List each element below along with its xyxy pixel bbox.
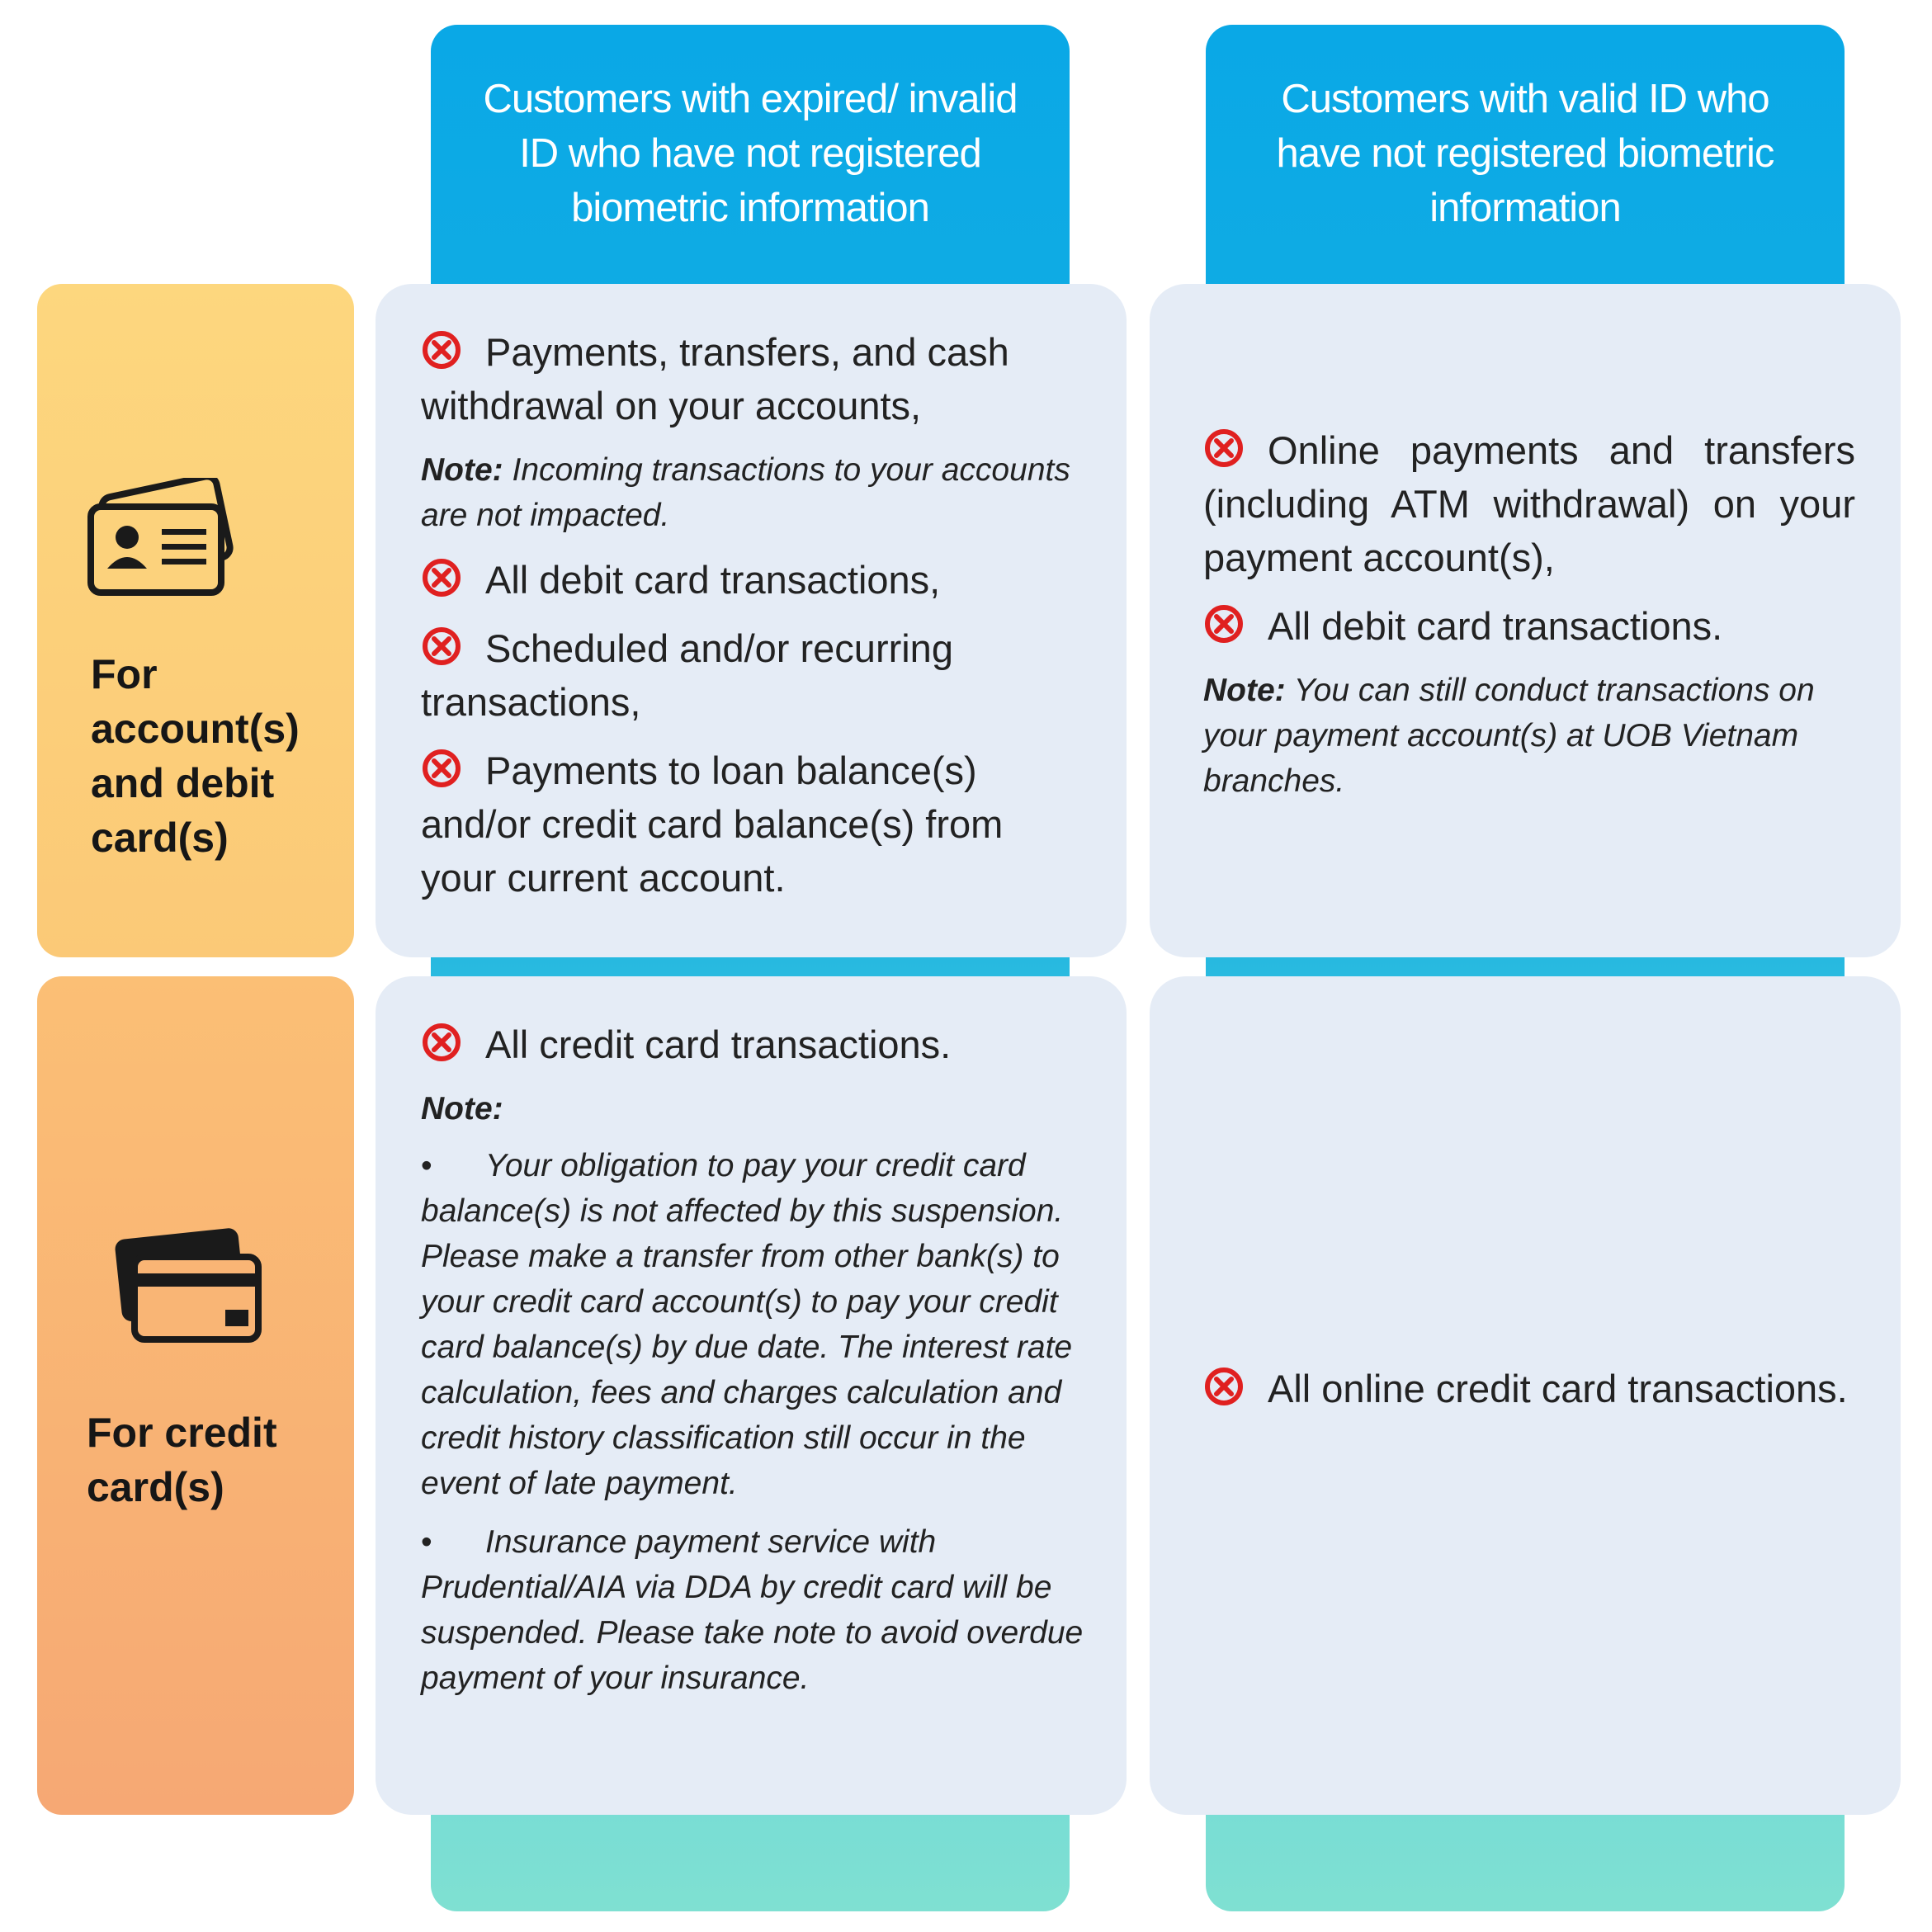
- note-label: Note:: [421, 452, 503, 488]
- list-item: [421, 553, 1084, 607]
- column-header-valid-id: [1206, 25, 1845, 282]
- x-circle-icon: [421, 557, 462, 598]
- note: [1203, 668, 1855, 804]
- list-item: [421, 1018, 1084, 1071]
- item-text: Payments, transfers, and cash withdrawal on your accounts,: [421, 330, 1009, 427]
- item-text: All debit card transactions,: [485, 558, 941, 602]
- bullet-text: Insurance payment service with Prudential/AIA via DDA by credit card will be suspended. Please take note to avoid overdue payment of your insurance.: [421, 1524, 1084, 1696]
- item-text: Payments to loan balance(s) and/or credit card balance(s) from your current account.: [421, 749, 1004, 900]
- x-circle-icon: [1203, 603, 1245, 645]
- list-item: [1203, 423, 1855, 584]
- x-circle-icon: [421, 329, 462, 371]
- bullet-text: Your obligation to pay your credit card balance(s) is not affected by this suspension. Please make a transfer from other bank(s) to your credit card account(s) to pay your credit card balance(s) by due date. The interest rate calculation, fees and charges calculation and credit history classification still occur in the event of late payment.: [421, 1148, 1073, 1501]
- row-label-text: For account(s) and debit card(s): [91, 651, 300, 861]
- x-circle-icon: [421, 626, 462, 667]
- x-circle-icon: [1203, 427, 1245, 469]
- credit-card-icon: [111, 1224, 268, 1348]
- cell-credit-valid-id: [1150, 976, 1901, 1815]
- row-label-text: For credit card(s): [87, 1410, 277, 1510]
- note-label: Note:: [1203, 672, 1286, 708]
- list-item: [421, 325, 1084, 432]
- x-circle-icon: [421, 1022, 462, 1063]
- row-label-credit: [37, 976, 354, 1815]
- note-label: Note:: [421, 1091, 503, 1127]
- item-text: Online payments and transfers (including ATM withdrawal) on your payment account(s),: [1203, 427, 1855, 579]
- cell-accounts-expired-id: [376, 284, 1127, 957]
- cell-accounts-valid-id: [1150, 284, 1901, 957]
- list-item: [1203, 599, 1855, 653]
- item-text: All credit card transactions.: [485, 1023, 952, 1066]
- bullet-item: [421, 1519, 1084, 1701]
- bullet-symbol: •: [421, 1148, 432, 1183]
- row-label-accounts: [37, 284, 354, 957]
- x-circle-icon: [421, 748, 462, 789]
- note: [421, 447, 1084, 538]
- item-text: Scheduled and/or recurring transactions,: [421, 626, 953, 724]
- x-circle-icon: [1203, 1366, 1245, 1407]
- bullet-item: [421, 1143, 1084, 1506]
- column-header-text: Customers with valid ID who have not registered biometric information: [1276, 77, 1774, 230]
- list-item: [1203, 1362, 1855, 1415]
- note-text: You can still conduct transactions on your payment account(s) at UOB Vietnam branches.: [1203, 672, 1815, 799]
- bullet-symbol: •: [421, 1524, 432, 1560]
- cell-credit-expired-id: [376, 976, 1127, 1815]
- item-text: All debit card transactions.: [1268, 603, 1723, 648]
- column-header-expired-id: [431, 25, 1070, 282]
- note-text: Incoming transactions to your accounts are not impacted.: [421, 452, 1070, 533]
- id-card-icon: [83, 478, 239, 602]
- list-item: [421, 621, 1084, 729]
- list-item: [421, 744, 1084, 905]
- column-header-text: Customers with expired/ invalid ID who have not registered biometric information: [483, 77, 1018, 230]
- item-text: All online credit card transactions.: [1268, 1366, 1848, 1410]
